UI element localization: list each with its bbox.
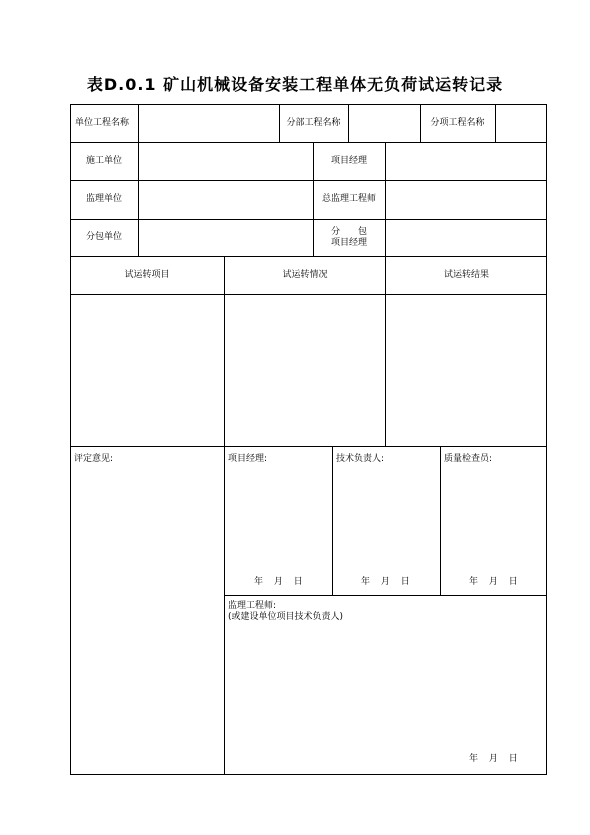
supervisor-signature-title: 监理工程师: [228,601,277,611]
division-project-name-label: 分部工程名称 [286,117,341,128]
subcontract-unit-label: 分包单位 [85,232,122,242]
trial-item-header: 试运转项目 [124,269,170,280]
project-manager-signature-label: 项目经理: [228,454,268,464]
row-divider [224,595,547,596]
item-project-name-field[interactable] [496,104,547,142]
project-manager-date: 年 月 日 [254,577,303,587]
supervisor-signature-note: (或建设单位项目技术负责人) [228,612,344,622]
supervision-unit-label: 监理单位 [85,194,122,204]
subcontract-manager-label-line2: 项目经理 [330,237,367,248]
chief-supervisor-field[interactable] [386,180,547,219]
evaluation-opinion: 评定意见: [74,454,114,464]
subcontract-manager-label [313,219,385,256]
quality-inspector-signature-label: 质量检查员: [444,454,493,464]
item-project-name-label: 分项工程名称 [430,117,485,128]
technical-lead-date: 年 月 日 [361,577,410,587]
unit-project-name-label: 单位工程名称 [75,117,130,128]
subcontract-manager-field[interactable] [386,219,547,256]
trial-item-content[interactable] [71,295,224,446]
quality-inspector-date: 年 月 日 [469,577,518,587]
supervisor-date: 年 月 日 [469,754,518,764]
trial-status-content[interactable] [225,295,385,446]
trial-status-header: 试运转情况 [282,269,328,280]
supervisor-signature-label [228,601,528,631]
subcontract-manager-label-line1: 分 包 [330,226,367,237]
unit-project-name-field[interactable] [139,104,279,142]
trial-result-content[interactable] [386,295,546,446]
form-title: 表D.0.1 矿山机械设备安装工程单体无负荷试运转记录 [86,75,504,94]
project-manager-field[interactable] [386,142,547,180]
division-project-name-field[interactable] [349,104,420,142]
construction-unit-field[interactable] [139,142,313,180]
chief-supervisor-label: 总监理工程师 [321,194,376,204]
trial-run-record-form [70,104,547,775]
project-manager-label: 项目经理 [330,155,367,166]
construction-unit-label: 施工单位 [85,155,122,166]
supervision-unit-field[interactable] [139,180,313,219]
technical-lead-signature-label: 技术负责人: [336,454,385,464]
subcontract-unit-field[interactable] [139,219,313,256]
trial-result-header: 试运转结果 [443,269,489,280]
